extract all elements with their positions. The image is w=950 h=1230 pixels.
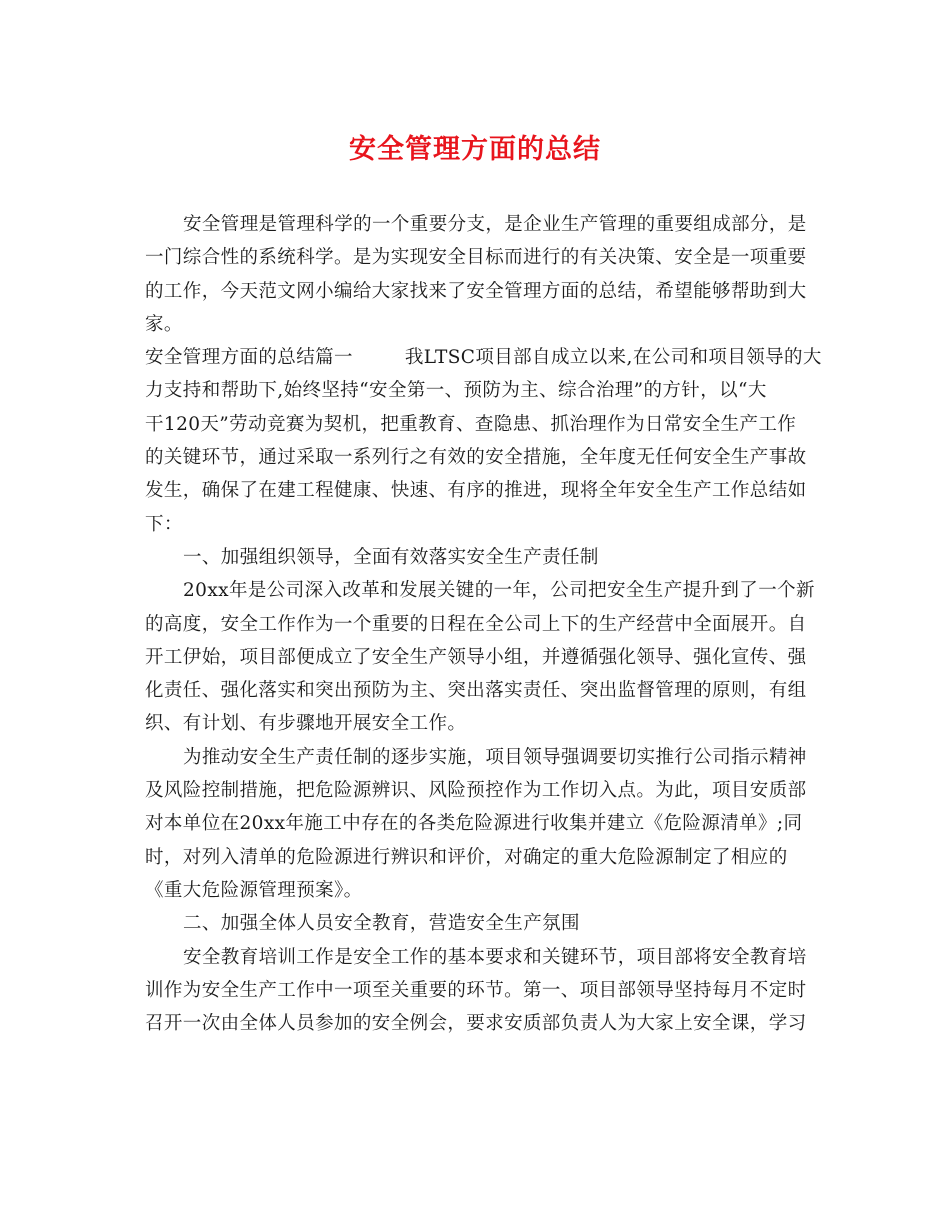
text-line: 安全管理是管理科学的一个重要分支，是企业生产管理的重要组成部分，是 [183,214,807,235]
subheading-line: 一、加强组织领导，全面有效落实安全生产责任制 [183,546,599,568]
subheading-line: 二、加强全体人员安全教育，营造安全生产氛围 [183,913,580,935]
text-line: 下： [145,513,183,535]
text-fragment: 我LTSC项目部自成立以来,在公司和项目领导的大 [404,347,822,369]
document-page [145,128,822,1040]
text-line: 力支持和帮助下,始终坚持“安全第一、预防为主、综合治理”的方针，以“大 [145,380,767,402]
text-line: 为推动安全生产责任制的逐步实施，项目领导强调要切实推行公司指示精神 [183,746,807,768]
text-line: 《重大危险源管理预案》。 [145,879,363,901]
text-line: 的工作，今天范文网小编给大家找来了安全管理方面的总结，希望能够帮助到大 [145,280,807,302]
text-line: 一门综合性的系统科学。是为实现安全目标而进行的有关决策、安全是一项重要 [145,247,807,269]
text-line: 家。 [145,313,183,335]
section-heading: 安全管理方面的总结篇一 [145,347,353,369]
document-title: 安全管理方面的总结 [349,134,601,165]
section-heading-line [145,341,822,374]
text-line: 及风险控制措施，把危险源辨识、风险预控作为工作切入点。为此，项目安质部 [145,780,807,802]
text-line: 的关键环节，通过采取一系列行之有效的安全措施，全年度无任何安全生产事故 [145,447,807,469]
text-line: 安全教育培训工作是安全工作的基本要求和关键环节，项目部将安全教育培 [183,946,807,968]
text-line: 干120天”劳动竞赛为契机，把重教育、查隐患、抓治理作为日常安全生产工作 [145,413,797,435]
text-line: 开工伊始，项目部便成立了安全生产领导小组，并遵循强化领导、强化宣传、强 [145,646,807,668]
text-line: 织、有计划、有步骤地开展安全工作。 [145,713,467,735]
text-line: 时，对列入清单的危险源进行辨识和评价，对确定的重大危险源制定了相应的 [145,846,788,868]
text-line: 召开一次由全体人员参加的安全例会，要求安质部负责人为大家上安全课，学习 [145,1013,807,1035]
text-line: 化责任、强化落实和突出预防为主、突出落实责任、突出监督管理的原则，有组 [145,680,807,702]
text-line: 对本单位在20xx年施工中存在的各类危险源进行收集并建立《危险源清单》;同 [145,813,803,835]
text-line: 20xx年是公司深入改革和发展关键的一年，公司把安全生产提升到了一个新 [183,580,815,602]
text-line: 的高度，安全工作作为一个重要的日程在全公司上下的生产经营中全面展开。自 [145,613,807,635]
text-line: 发生，确保了在建工程健康、快速、有序的推进，现将全年安全生产工作总结如 [145,480,807,502]
text-line: 训作为安全生产工作中一项至关重要的环节。第一、项目部领导坚持每月不定时 [145,979,807,1001]
